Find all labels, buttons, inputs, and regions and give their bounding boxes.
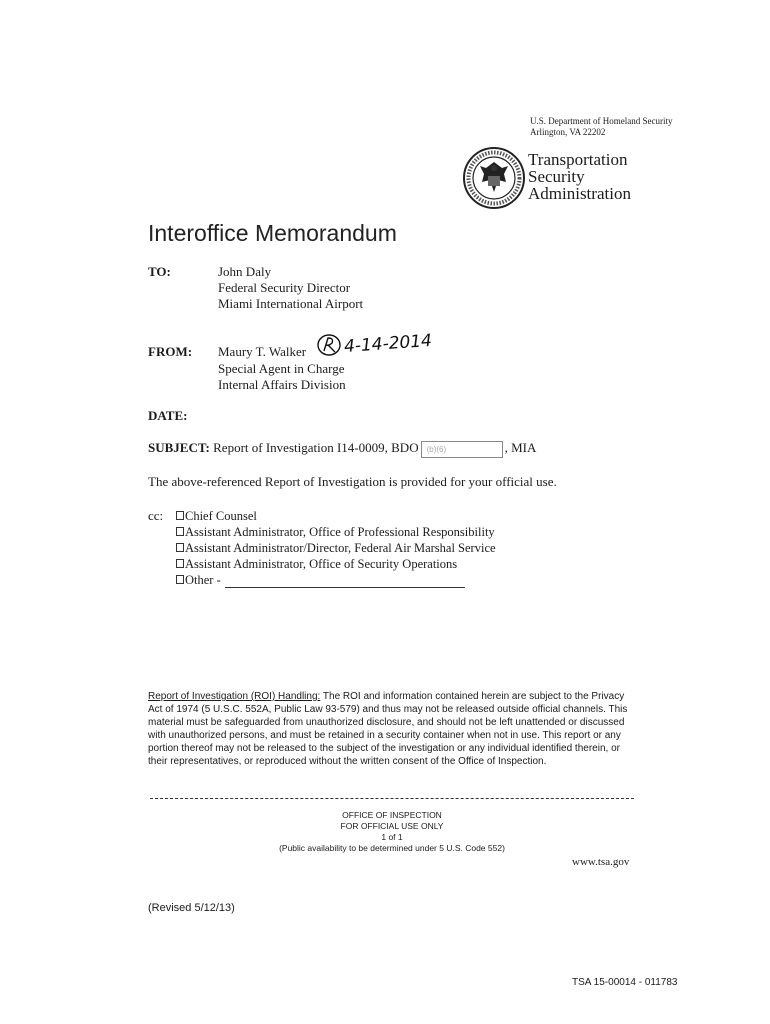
cc-item-other: Other - [176, 572, 496, 588]
checkbox-icon [176, 527, 184, 536]
address-line-1: U.S. Department of Homeland Security [530, 116, 673, 126]
footer-office: OFFICE OF INSPECTION [342, 810, 442, 820]
checkbox-icon [176, 575, 184, 584]
other-fill-line [225, 587, 465, 588]
checkbox-icon [176, 543, 184, 552]
memo-title: Interoffice Memorandum [148, 220, 397, 246]
agency-name-line-1: Transportation [528, 150, 628, 169]
cc-item-oso: Assistant Administrator, Office of Security Operations [176, 556, 496, 572]
cc-item-chief-counsel: Chief Counsel [176, 508, 496, 524]
footer-fouo: FOR OFFICIAL USE ONLY [340, 821, 444, 831]
to-org: Miami International Airport [218, 296, 364, 311]
agency-address [530, 116, 672, 138]
subject-label: SUBJECT: [148, 440, 210, 455]
initials-signature-icon [316, 332, 344, 358]
to-name: John Daly [218, 264, 272, 279]
cc-label: cc: [148, 508, 164, 523]
to-block [218, 264, 363, 312]
from-name: Maury T. Walker [218, 344, 307, 359]
cc-item-fams: Assistant Administrator/Director, Federal Air Marshal Service [176, 540, 496, 556]
checkbox-icon [176, 559, 184, 568]
footer-notice [150, 810, 634, 854]
bates-number: TSA 15-00014 - 011783 [572, 977, 678, 988]
signature-date: 4-14-2014 [343, 330, 433, 358]
from-org: Internal Affairs Division [218, 377, 346, 392]
divider [150, 798, 634, 799]
to-label: TO: [148, 264, 171, 279]
redaction-code: (b)(6) [426, 444, 447, 454]
cc-item-opr: Assistant Administrator, Office of Professional Responsibility [176, 524, 496, 540]
checkbox-icon [176, 511, 184, 520]
cc-list [176, 508, 496, 588]
subject-line [148, 440, 536, 458]
dhs-seal-icon [462, 146, 526, 210]
footer-page: 1 of 1 [381, 832, 403, 842]
memo-body: The above-referenced Report of Investigation is provided for your official use. [148, 474, 557, 489]
from-details [218, 361, 346, 393]
address-line-2: Arlington, VA 22202 [530, 127, 606, 137]
website: www.tsa.gov [572, 856, 630, 868]
handling-heading: Report of Investigation (ROI) Handling: [148, 691, 321, 702]
redaction-box [421, 441, 503, 458]
subject-text: Report of Investigation I14-0009, BDO [213, 440, 419, 455]
footer-availability: (Public availability to be determined under 5 U.S. Code 552) [279, 843, 505, 853]
from-title: Special Agent in Charge [218, 361, 345, 376]
agency-name-line-2: Security [528, 167, 585, 186]
subject-suffix: , MIA [504, 440, 537, 455]
handling-text: The ROI and information contained herein are subject to the Privacy Act of 1974 (5 U.S.C. 552A, Public Law 93-579) and thus may not be released outside official channels. This material must be safeguarded from unauthorized disclosure, and should not be left unattended or discussed with unauthorized persons, and must be retained in a security container when not in use. This report or any portion thereof may not be released to the subject of the investigation or any individual identified therein, or their representatives, or reproduced without the written consent of the Office of Inspection. [148, 691, 628, 767]
to-title: Federal Security Director [218, 280, 351, 295]
agency-name-line-3: Administration [528, 184, 631, 203]
roi-handling-notice [148, 690, 632, 768]
agency-name [528, 151, 631, 202]
revised-date: (Revised 5/12/13) [148, 902, 235, 914]
from-label: FROM: [148, 344, 193, 359]
date-label: DATE: [148, 408, 188, 423]
